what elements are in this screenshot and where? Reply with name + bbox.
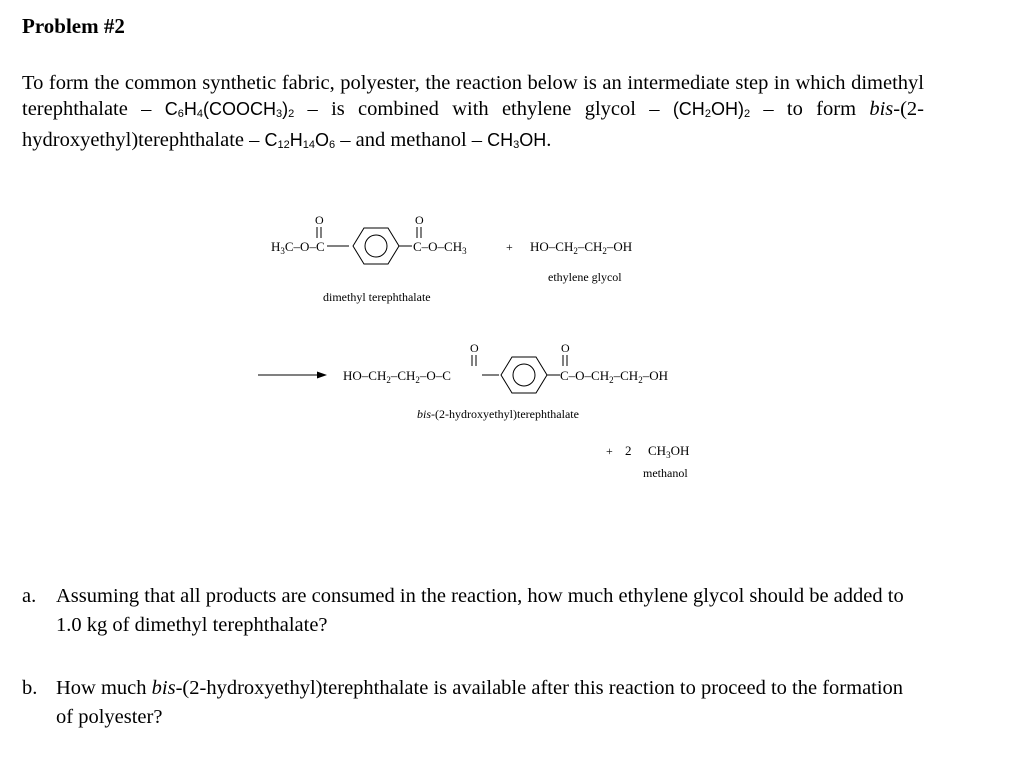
methanol-term [606,443,689,480]
bhet-formula: $C_{12}H_{14}O_6$ [264,130,336,151]
bhet-structure [343,341,668,421]
question-b-text: How much bis-(2-hydroxyethyl)terephthalate is available after this reaction to proceed to the formation of polyester? [56,677,904,728]
methanol-label: methanol [643,466,688,480]
svg-text:O: O [415,213,424,227]
methanol-formula: $CH_3OH$ [487,130,547,151]
reaction-scheme [0,200,1024,500]
plus-sign: + [506,240,513,254]
dimethyl-terephthalate-structure [271,213,467,304]
reaction-arrow [258,372,327,379]
glycol-formula: $(CH_2OH)_2$ [672,99,751,120]
question-b-label: b. [22,677,38,699]
svg-text:+: + [606,444,613,458]
question-a-text: Assuming that all products are consumed in the reaction, how much ethylene glycol should be added to 1.0 kg of dimethyl terephthalate? [56,585,904,636]
svg-text:HO–CH2–CH2–OH: $HO-CH_2-CH_2-OH$ [530,239,633,256]
svg-text:C–O–CH3: $C-O-CH_3$ [413,239,467,256]
svg-text:C–O–CH2–CH2–OH: $C-O-CH_2-CH_2-OH$ [560,368,668,385]
dimethyl-terephthalate-label: dimethyl terephthalate [323,290,431,304]
svg-text:HO–CH2–CH2–O–C: $HO-CH_2-CH_2-O-C$ [343,368,451,385]
ethylene-glycol-label: ethylene glycol [548,270,622,284]
dmt-formula: $C_6H_4(COOCH_3)_2$ [164,99,295,120]
svg-text:O: O [561,341,570,355]
problem-statement: To form the common synthetic fabric, polyester, the reaction below is an intermediate step in which dimethyl terephthalate – $C_6H_4(COOCH_3)_2$ – is combined with ethylene glycol – $(CH_2OH)_2$ – to form bis-(2-hydroxyethyl)terephthalate – $C_{12}H_{14}O_6$ – and methanol – $CH_3OH$. [22,72,925,151]
svg-text:O: O [315,213,324,227]
question-a-label: a. [22,585,37,607]
svg-text:CH3OH: $CH_3OH$ [648,443,690,460]
stoich-coefficient: 2 [625,443,632,458]
bhet-label: bis-(2-hydroxyethyl)terephthalate [417,407,579,421]
ethylene-glycol-structure [530,239,632,284]
problem-heading: Problem #2 [22,14,125,38]
svg-text:O: O [470,341,479,355]
svg-text:H3C–O–C: $H_3C-O-C$ [271,239,325,256]
